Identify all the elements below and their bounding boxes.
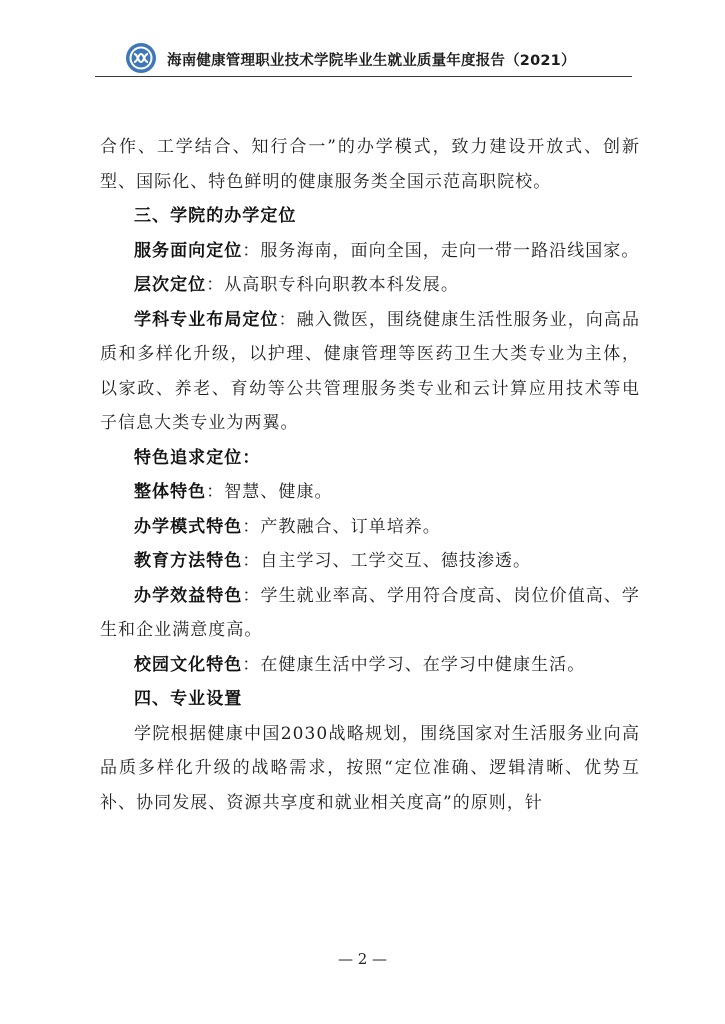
service-orientation-text: ：服务海南，面向全国，走向一带一路沿线国家。 [242, 240, 640, 261]
level-positioning-label: 层次定位 [134, 275, 207, 295]
mode-feature-text: ：产教融合、订单培养。 [242, 516, 441, 537]
paragraph-overall-feature [100, 475, 640, 510]
feature-pursuit-colon: ： [242, 447, 261, 468]
paragraph-method-feature [100, 544, 640, 579]
paragraph-benefit-feature [100, 579, 640, 648]
paragraph-mode-feature [100, 510, 640, 545]
feature-pursuit-label: 特色追求定位 [134, 447, 243, 468]
overall-feature-label: 整体特色 [134, 482, 207, 502]
campus-feature-label: 校园文化特色 [134, 654, 243, 675]
service-orientation-label: 服务面向定位 [134, 240, 243, 261]
discipline-layout-text: ：融入微医，围绕健康生活性服务业，向高品质和多样化升级，以护理、健康管理等医药卫生大类专业为主体，以家政、养老、育幼等公共管理服务类专业和云计算应用技术等电子信息大类专业为两翼。 [100, 309, 640, 433]
paragraph-service-orientation [100, 234, 640, 269]
method-feature-text: ：自主学习、工学交互、德技渗透。 [242, 551, 532, 571]
paragraph-discipline-layout [100, 303, 640, 441]
campus-feature-text: ：在健康生活中学习、在学习中健康生活。 [242, 654, 586, 675]
paragraph-campus-feature [100, 648, 640, 683]
paragraph-level-positioning [100, 268, 640, 303]
section-heading-positioning: 三、学院的办学定位 [134, 206, 297, 226]
header-divider [95, 76, 632, 77]
section-heading-majors: 四、专业设置 [134, 689, 243, 709]
benefit-feature-label: 办学效益特色 [134, 585, 243, 606]
document-body [100, 130, 640, 820]
paragraph-intro-continuation: 合作、工学结合、知行合一”的办学模式，致力建设开放式、创新型、国际化、特色鲜明的健康服务类全国示范高职院校。 [100, 137, 640, 192]
college-logo-icon [125, 42, 157, 74]
page-header [95, 40, 632, 76]
overall-feature-text: ：智慧、健康。 [206, 482, 333, 502]
benefit-feature-text: ：学生就业率高、学用符合度高、岗位价值高、学生和企业满意度高。 [100, 585, 640, 640]
paragraph-majors-intro: 学院根据健康中国2030战略规划，围绕国家对生活服务业向高品质多样化升级的战略需求，按照“定位准确、逻辑清晰、优势互补、协同发展、资源共享度和就业相关度高”的原则，针 [100, 723, 640, 813]
level-positioning-text: ：从高职专科向职教本科发展。 [206, 275, 459, 295]
method-feature-label: 教育方法特色 [134, 551, 243, 571]
paragraph-feature-pursuit [100, 441, 640, 476]
discipline-layout-label: 学科专业布局定位 [134, 309, 279, 330]
header-title: 海南健康管理职业技术学院毕业生就业质量年度报告（2021） [167, 53, 576, 69]
mode-feature-label: 办学模式特色 [134, 516, 243, 537]
page-number: — 2 — [337, 950, 388, 968]
